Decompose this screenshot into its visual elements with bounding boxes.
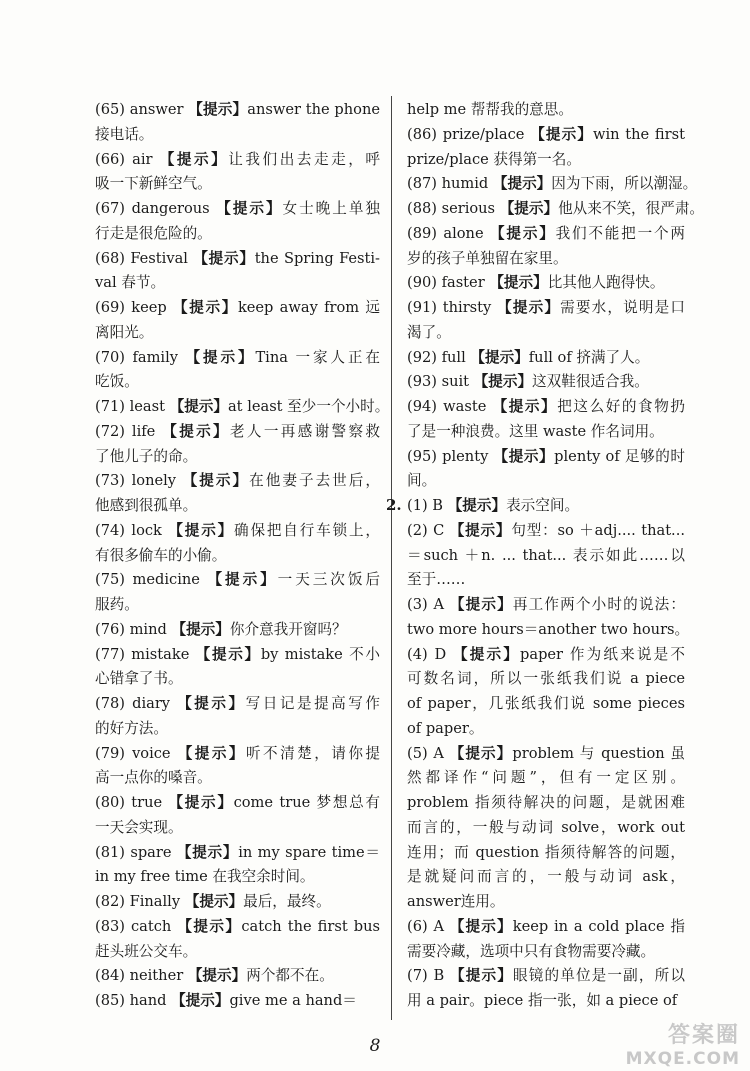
answer-entry: [407, 123, 685, 173]
left-column: [95, 98, 390, 1014]
answer-entry: [407, 222, 685, 272]
answer-line: (70) family 【提示】Tina 一家人正在: [95, 348, 380, 366]
answer-line: 至于……: [407, 571, 466, 589]
answer-line: problem 指须待解决的问题，是就困难: [407, 794, 685, 811]
hint-label: 【提示】: [168, 794, 234, 811]
hint-label: 【提示】: [449, 596, 513, 613]
answer-entry: [407, 197, 705, 222]
answer-line: (85) hand 【提示】give me a hand＝: [95, 992, 357, 1009]
hint-label: 【提示】: [452, 645, 521, 663]
right-column: [407, 98, 705, 1014]
answer-entry: [95, 346, 380, 396]
answer-line: (89) alone 【提示】我们不能把一个两: [407, 224, 685, 242]
answer-entry: [95, 469, 380, 519]
answer-line: (84) neither 【提示】两个都不在。: [95, 967, 334, 985]
answer-entry: [407, 494, 685, 519]
answer-line: 的好方法。: [95, 719, 168, 737]
hint-label: 【提示】: [176, 843, 239, 861]
answer-entry: [407, 346, 685, 371]
answer-entry: [407, 271, 685, 296]
hint-label: 【提示】: [195, 645, 261, 663]
answer-entry: [95, 643, 380, 693]
answer-line: 用 a pair。piece 指一张，如 a piece of: [407, 992, 678, 1009]
answer-line: 有很多偷车的小偷。: [95, 546, 227, 564]
answer-line: (3) A 【提示】再工作两个小时的说法：: [407, 596, 685, 613]
hint-label: 【提示】: [177, 744, 246, 762]
hint-label: 【提示】: [162, 422, 230, 440]
answer-entry: [95, 989, 380, 1014]
hint-label: 【提示】: [530, 125, 593, 143]
hint-label: 【提示】: [492, 175, 552, 193]
answer-line: (1) B 【提示】表示空间。: [407, 497, 580, 514]
answer-line: 可数名词，所以一张纸我们说 a piece: [407, 670, 685, 688]
hint-label: 【提示】: [492, 398, 558, 415]
answer-entry: [95, 791, 380, 841]
hint-label: 【提示】: [216, 200, 283, 217]
watermark-text: 答案圈: [667, 1023, 740, 1048]
hint-label: 【提示】: [171, 620, 230, 638]
hint-label: 【提示】: [168, 521, 235, 539]
answer-line: 渴了。: [407, 323, 451, 341]
answer-line: answer连用。: [407, 893, 505, 910]
answer-line: of paper。: [407, 719, 484, 737]
answer-line: (91) thirsty 【提示】需要水，说明是口: [407, 299, 685, 316]
answer-line: (92) full 【提示】full of 挤满了人。: [407, 348, 650, 366]
answer-line: (83) catch 【提示】catch the first bus: [95, 917, 380, 935]
answer-line: 是就疑问而言的，一般与动词 ask，: [407, 868, 685, 886]
answer-line: (87) humid 【提示】因为下雨，所以潮湿。: [407, 175, 698, 193]
answer-entry: [407, 964, 685, 1014]
answer-entry: [407, 370, 685, 395]
answer-line: (66) air 【提示】让我们出去走走，呼: [95, 150, 380, 168]
answer-line: 他感到很孤单。: [95, 497, 198, 514]
watermark-logo: [626, 1018, 740, 1069]
answer-entry: [407, 742, 685, 915]
answer-line: (86) prize/place 【提示】win the first: [407, 125, 685, 143]
hint-label: 【提示】: [207, 571, 278, 589]
answer-line: 高一点你的嗓音。: [95, 769, 212, 787]
watermark-url: MXQE.COM: [625, 1049, 740, 1069]
answer-line: (72) life 【提示】老人一再感谢警察救: [95, 422, 380, 440]
answer-line: (76) mind 【提示】你介意我开窗吗？: [95, 620, 347, 638]
answer-line: (4) D 【提示】paper 作为纸来说是不: [407, 645, 685, 663]
hint-label: 【提示】: [449, 917, 513, 935]
hint-label: 【提示】: [193, 249, 255, 267]
answer-line: 了是一种浪费。这里 waste 作名词用。: [407, 422, 664, 440]
answer-line: 离阳光。: [95, 323, 154, 341]
answer-entry: [95, 420, 380, 470]
answer-line: 接电话。: [95, 125, 154, 143]
answer-line: 吸一下新鲜空气。: [95, 175, 212, 193]
column-divider: [391, 96, 392, 1020]
answer-line: (82) Finally 【提示】最后，最终。: [95, 893, 331, 910]
answer-entry: [407, 172, 698, 197]
answer-line: val 春节。: [95, 274, 166, 292]
answer-entry: [95, 692, 380, 742]
answer-line: 然都译作“问题”，但有一定区别。: [407, 769, 685, 787]
hint-label: 【提示】: [169, 398, 228, 415]
answer-line: of paper，几张纸我们说 some pieces: [407, 695, 685, 712]
hint-label: 【提示】: [489, 274, 548, 292]
hint-label: 【提示】: [188, 101, 248, 118]
answer-line: (79) voice 【提示】听不清楚，请你提: [95, 744, 380, 762]
answer-line: (68) Festival 【提示】the Spring Festi-: [95, 249, 380, 267]
answer-entry: [95, 148, 380, 198]
answer-entry: [95, 519, 380, 569]
answer-line: (67) dangerous 【提示】女士晚上单独: [95, 200, 380, 217]
answer-entry: [95, 197, 380, 247]
answer-line: (81) spare 【提示】in my spare time＝: [95, 843, 380, 861]
answer-entry: [407, 98, 685, 123]
answer-line: (7) B 【提示】眼镜的单位是一副，所以: [407, 967, 685, 985]
answer-line: (90) faster 【提示】比其他人跑得快。: [407, 274, 665, 292]
answer-entry: [407, 643, 685, 742]
answer-entry: [95, 568, 380, 618]
section-number: 2.: [386, 496, 402, 514]
hint-label: 【提示】: [185, 348, 256, 366]
hint-label: 【提示】: [473, 373, 533, 391]
answer-line: 赶头班公交车。: [95, 942, 198, 960]
answer-line: in my free time 在我空余时间。: [95, 868, 315, 886]
answer-line: (74) lock 【提示】确保把自行车锁上，: [95, 521, 380, 539]
answer-entry: [95, 98, 380, 148]
answer-line: 了他儿子的命。: [95, 447, 198, 465]
hint-label: 【提示】: [449, 744, 513, 762]
answer-line: 需要冷藏，选项中只有食物需要冷藏。: [407, 942, 656, 960]
answer-line: (73) lonely 【提示】在他妻子去世后，: [95, 472, 380, 490]
answer-line: 吃饭。: [95, 373, 139, 391]
answer-line: (65) answer 【提示】answer the phone: [95, 101, 380, 118]
answer-entry: [407, 519, 685, 593]
answer-line: help me 帮帮我的意思。: [407, 101, 573, 118]
hint-label: 【提示】: [497, 299, 561, 316]
answer-entry: [95, 841, 380, 891]
hint-label: 【提示】: [172, 299, 238, 316]
answer-line: 而言的，一般与动词 solve，work out: [407, 818, 685, 836]
hint-label: 【提示】: [470, 348, 529, 366]
page-number: 8: [369, 1036, 381, 1056]
hint-label: 【提示】: [187, 967, 247, 985]
answer-entry: [95, 915, 380, 965]
hint-label: 【提示】: [171, 992, 230, 1009]
answer-line: (69) keep 【提示】keep away from 远: [95, 299, 380, 316]
answer-entry: [407, 915, 685, 965]
hint-label: 【提示】: [493, 447, 555, 465]
answer-line: (80) true 【提示】come true 梦想总有: [95, 794, 380, 811]
answer-entry: [95, 890, 380, 915]
hint-label: 【提示】: [499, 200, 559, 217]
answer-entry: [95, 618, 380, 643]
answer-entry: [95, 296, 380, 346]
hint-label: 【提示】: [182, 472, 250, 490]
answer-line: 连用；而 question 指须待解答的问题，: [407, 843, 685, 861]
answer-line: 间。: [407, 472, 437, 490]
answer-line: (94) waste 【提示】把这么好的食物扔: [407, 398, 685, 415]
hint-label: 【提示】: [449, 967, 513, 985]
answer-line: (71) least 【提示】at least 至少一个小时。: [95, 398, 390, 415]
answer-entry: [95, 395, 390, 420]
hint-label: 【提示】: [177, 917, 242, 935]
hint-label: 【提示】: [490, 224, 556, 242]
answer-entry: [95, 247, 380, 297]
answer-line: 岁的孩子单独留在家里。: [407, 249, 568, 267]
hint-label: 【提示】: [447, 497, 507, 514]
answer-line: (93) suit 【提示】这双鞋很适合我。: [407, 373, 649, 391]
hint-label: 【提示】: [159, 150, 229, 168]
answer-line: (75) medicine 【提示】一天三次饭后: [95, 571, 380, 589]
answer-entry: [407, 395, 685, 445]
answer-line: (2) C 【提示】句型：so ＋adj.... that...: [407, 521, 685, 539]
answer-line: 一天会实现。: [95, 818, 183, 836]
answer-line: (88) serious 【提示】他从来不笑，很严肃。: [407, 200, 705, 217]
answer-line: prize/place 获得第一名。: [407, 150, 581, 168]
answer-line: (6) A 【提示】keep in a cold place 指: [407, 917, 685, 935]
answer-entry: [95, 742, 380, 792]
answer-entry: [407, 593, 690, 643]
answer-line: (5) A 【提示】problem 与 question 虽: [407, 744, 685, 762]
hint-label: 【提示】: [184, 893, 244, 910]
answer-entry: [95, 964, 380, 989]
answer-line: (77) mistake 【提示】by mistake 不小: [95, 645, 380, 663]
answer-line: 服药。: [95, 596, 139, 613]
answer-line: 行走是很危险的。: [95, 224, 212, 242]
answer-entry: [407, 296, 685, 346]
answer-line: ＝such ＋n. ... that... 表示如此……以: [407, 546, 685, 564]
answer-line: 心错拿了书。: [95, 670, 183, 688]
answer-line: (95) plenty 【提示】plenty of 足够的时: [407, 447, 685, 465]
answer-entry: [407, 445, 685, 495]
hint-label: 【提示】: [449, 521, 512, 539]
hint-label: 【提示】: [177, 695, 246, 712]
answer-line: two more hours＝another two hours。: [407, 620, 690, 638]
answer-line: (78) diary 【提示】写日记是提高写作: [95, 695, 380, 712]
